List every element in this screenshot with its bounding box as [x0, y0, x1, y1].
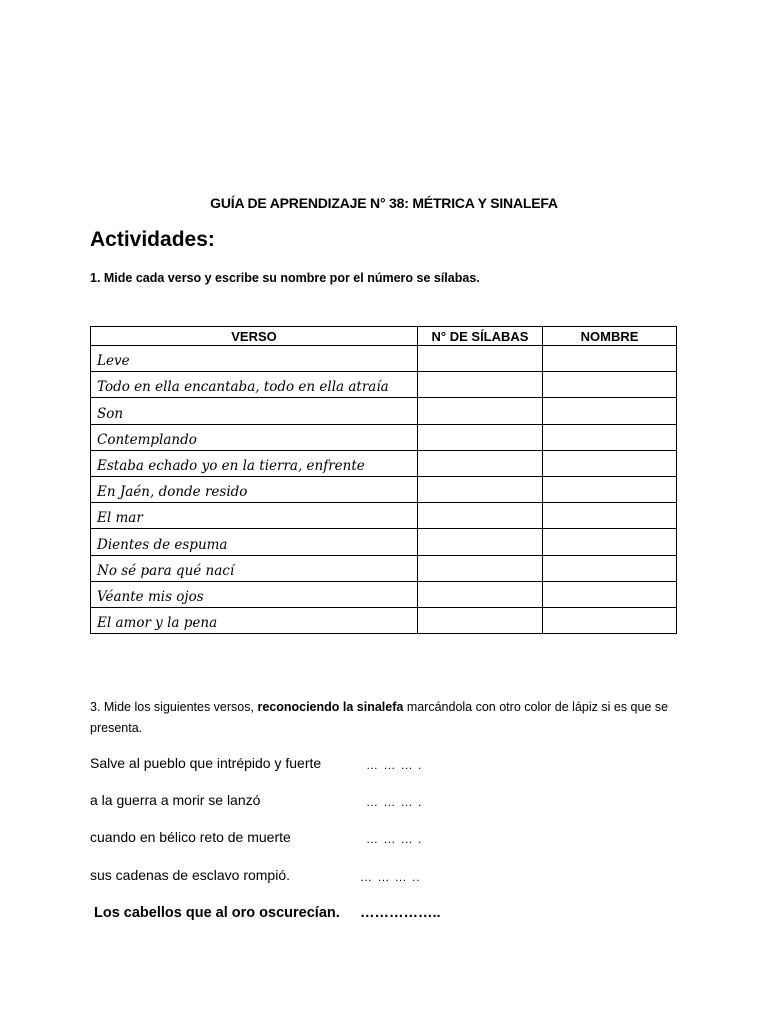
page-title: GUÍA DE APRENDIZAJE N° 38: MÉTRICA Y SINALEFA: [210, 195, 558, 211]
syllables-cell[interactable]: [418, 607, 543, 633]
verse-line-2: a la guerra a morir se lanzó: [90, 792, 261, 808]
verse-line-4-dots: … … … ..: [360, 870, 421, 884]
table-row: [91, 529, 677, 555]
instruction-3-part1: 3. Mide los siguientes versos,: [90, 700, 258, 714]
name-cell[interactable]: [543, 529, 677, 555]
syllables-cell[interactable]: [418, 346, 543, 372]
name-cell[interactable]: [543, 581, 677, 607]
name-cell[interactable]: [543, 424, 677, 450]
table-row: [91, 607, 677, 633]
instruction-1: 1. Mide cada verso y escribe su nombre por el número se sílabas.: [90, 271, 480, 285]
syllables-cell[interactable]: [418, 503, 543, 529]
verse-cell: Véante mis ojos: [91, 581, 418, 607]
verses-table: [90, 326, 677, 634]
verse-cell: Leve: [91, 346, 418, 372]
verse-cell: Todo en ella encantaba, todo en ella atraía: [91, 372, 418, 398]
syllables-cell[interactable]: [418, 476, 543, 502]
instruction-3: [90, 697, 680, 739]
verse-line-1: Salve al pueblo que intrépido y fuerte: [90, 755, 322, 771]
column-header-verso: VERSO: [91, 327, 418, 346]
syllables-cell[interactable]: [418, 581, 543, 607]
verse-cell: El mar: [91, 503, 418, 529]
table-row: [91, 450, 677, 476]
table-row: [91, 581, 677, 607]
table-row: [91, 398, 677, 424]
name-cell[interactable]: [543, 607, 677, 633]
syllables-cell[interactable]: [418, 424, 543, 450]
table-row: [91, 476, 677, 502]
name-cell[interactable]: [543, 476, 677, 502]
name-cell[interactable]: [543, 555, 677, 581]
column-header-nombre: NOMBRE: [543, 327, 677, 346]
name-cell[interactable]: [543, 372, 677, 398]
instruction-3-part2: marcándola con otro color de lápiz si es que se presenta.: [90, 700, 669, 735]
verse-cell: No sé para qué nací: [91, 555, 418, 581]
syllables-cell[interactable]: [418, 398, 543, 424]
name-cell[interactable]: [543, 503, 677, 529]
verse-line-3-dots: … … … .: [366, 832, 423, 846]
verse-line-5: Los cabellos que al oro oscurecían.: [94, 905, 340, 921]
verse-line-1-dots: … … … .: [366, 758, 423, 772]
table-row: [91, 555, 677, 581]
verse-cell: Dientes de espuma: [91, 529, 418, 555]
verse-cell: Contemplando: [91, 424, 418, 450]
section-heading: Actividades:: [90, 228, 215, 251]
syllables-cell[interactable]: [418, 450, 543, 476]
verse-line-5-dots: ……………..: [360, 905, 441, 921]
verse-line-2-dots: … … … .: [366, 795, 423, 809]
name-cell[interactable]: [543, 450, 677, 476]
verse-cell: El amor y la pena: [91, 607, 418, 633]
syllables-cell[interactable]: [418, 372, 543, 398]
verse-line-3: cuando en bélico reto de muerte: [90, 829, 291, 845]
verse-cell: En Jaén, donde resido: [91, 476, 418, 502]
table-row: [91, 372, 677, 398]
column-header-silabas: N° DE SÍLABAS: [418, 327, 543, 346]
verse-line-4: sus cadenas de esclavo rompió.: [90, 867, 290, 883]
table-row: [91, 503, 677, 529]
instruction-3-bold: reconociendo la sinalefa: [257, 700, 404, 714]
table-header-row: [91, 327, 677, 346]
syllables-cell[interactable]: [418, 529, 543, 555]
table-row: [91, 424, 677, 450]
table-row: [91, 346, 677, 372]
name-cell[interactable]: [543, 346, 677, 372]
syllables-cell[interactable]: [418, 555, 543, 581]
verse-cell: Estaba echado yo en la tierra, enfrente: [91, 450, 418, 476]
name-cell[interactable]: [543, 398, 677, 424]
verse-cell: Son: [91, 398, 418, 424]
